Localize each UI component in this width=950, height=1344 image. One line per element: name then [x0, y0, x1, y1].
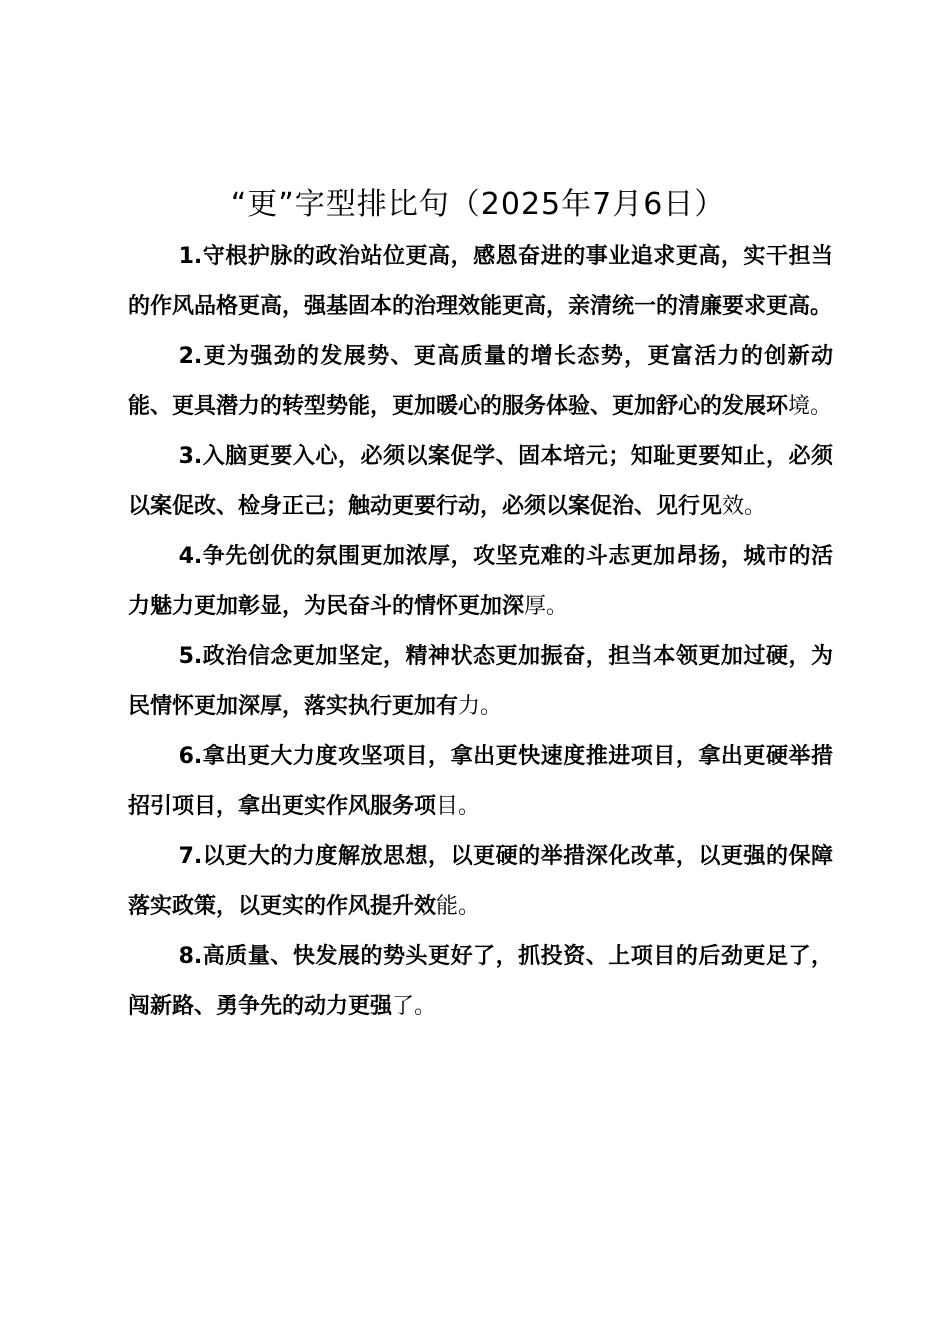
paragraph-3	[128, 432, 833, 532]
paragraph-8	[128, 932, 833, 1032]
paragraph-6	[128, 732, 833, 832]
paragraph-1	[128, 232, 833, 332]
paragraph-text: 8.高质量、快发展的势头更好了，抓投资、上项目的后劲更足了，闯新路、勇争先的动力更强	[128, 944, 833, 1019]
paragraph-text: 1.守根护脉的政治站位更高，感恩奋进的事业追求更高，实干担当的作风品格更高，强基固本的治理效能更高，亲清统一的清廉要求更高。	[128, 244, 833, 319]
paragraph-4	[128, 532, 833, 632]
document-title: “更”字型排比句（2025年7月6日）	[230, 187, 726, 222]
document-body	[128, 232, 833, 1032]
paragraph-text: 2.更为强劲的发展势、更高质量的增长态势，更富活力的创新动能、更具潜力的转型势能，更加暖心的服务体验、更加舒心的发展环	[128, 344, 833, 419]
paragraph-tail: 厚。	[524, 594, 569, 619]
paragraph-tail: 力。	[458, 694, 503, 719]
paragraph-text: 5.政治信念更加坚定，精神状态更加振奋，担当本领更加过硬，为民情怀更加深厚，落实执行更加有	[128, 644, 833, 719]
paragraph-text: 7.以更大的力度解放思想，以更硬的举措深化改革，以更强的保障落实政策，以更实的作风提升效	[128, 844, 833, 919]
paragraph-tail: 效。	[722, 494, 767, 519]
paragraph-tail: 了。	[392, 994, 437, 1019]
paragraph-5	[128, 632, 833, 732]
paragraph-text: 6.拿出更大力度攻坚项目，拿出更快速度推进项目，拿出更硬举措招引项目，拿出更实作风服务项	[128, 744, 833, 819]
paragraph-tail: 目。	[436, 794, 481, 819]
paragraph-7	[128, 832, 833, 932]
paragraph-tail: 境。	[788, 394, 833, 419]
paragraph-2	[128, 332, 833, 432]
paragraph-text: 3.入脑更要入心，必须以案促学、固本培元；知耻更要知止，必须以案促改、检身正己；触动更要行动，必须以案促治、见行见	[128, 444, 833, 519]
paragraph-text: 4.争先创优的氛围更加浓厚，攻坚克难的斗志更加昂扬，城市的活力魅力更加彰显，为民奋斗的情怀更加深	[128, 544, 833, 619]
paragraph-tail: 能。	[436, 894, 481, 919]
